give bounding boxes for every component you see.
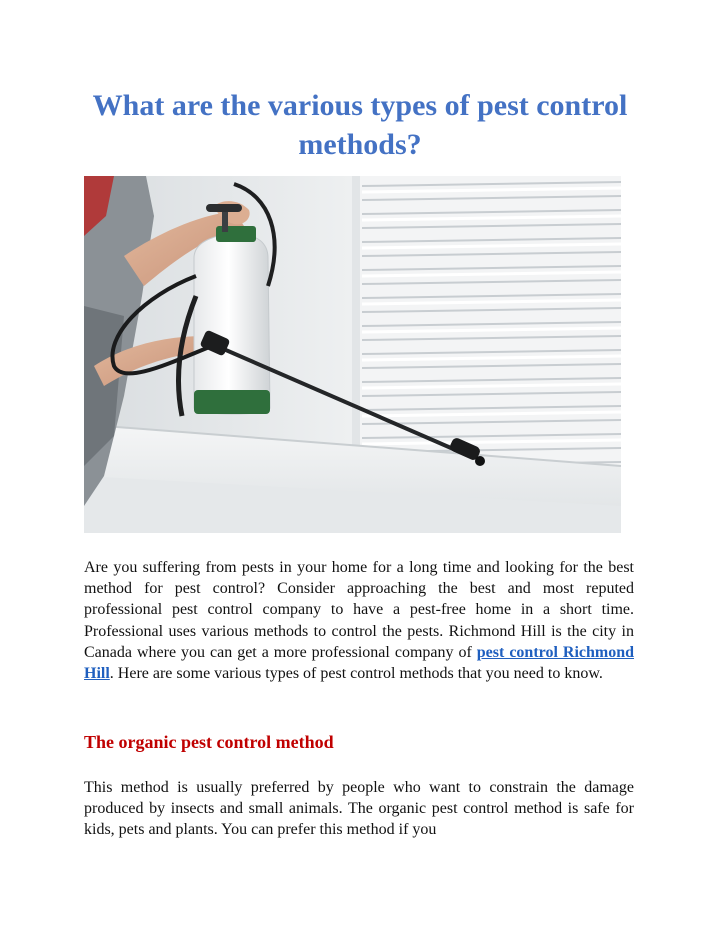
- section-heading: The organic pest control method: [84, 732, 334, 752]
- pest-control-sprayer-photo: [84, 176, 621, 533]
- pest-control-richmond-hill-link[interactable]: pest control Richmond Hill: [84, 643, 635, 683]
- section-paragraph: This method is usually preferred by people who want to constrain the damage produced by insects and small animals. The organic pest control method is safe for kids, pets and plants. You can prefer this method if you: [84, 779, 634, 839]
- intro-paragraph: [84, 557, 634, 684]
- page-title: What are the various types of pest control methods?: [92, 89, 628, 161]
- intro-text-after-link: . Here are some various types of pest control methods that you need to know.: [109, 665, 603, 683]
- intro-text-before-link: Are you suffering from pests in your home for a long time and looking for the best method for pest control? Consider approaching the best and most reputed professional pest control company to have a pest-free home in a short time. Professional uses various methods to control the pests. Richmond Hill is the city in Canada where you can get a more professional company of: [84, 559, 634, 661]
